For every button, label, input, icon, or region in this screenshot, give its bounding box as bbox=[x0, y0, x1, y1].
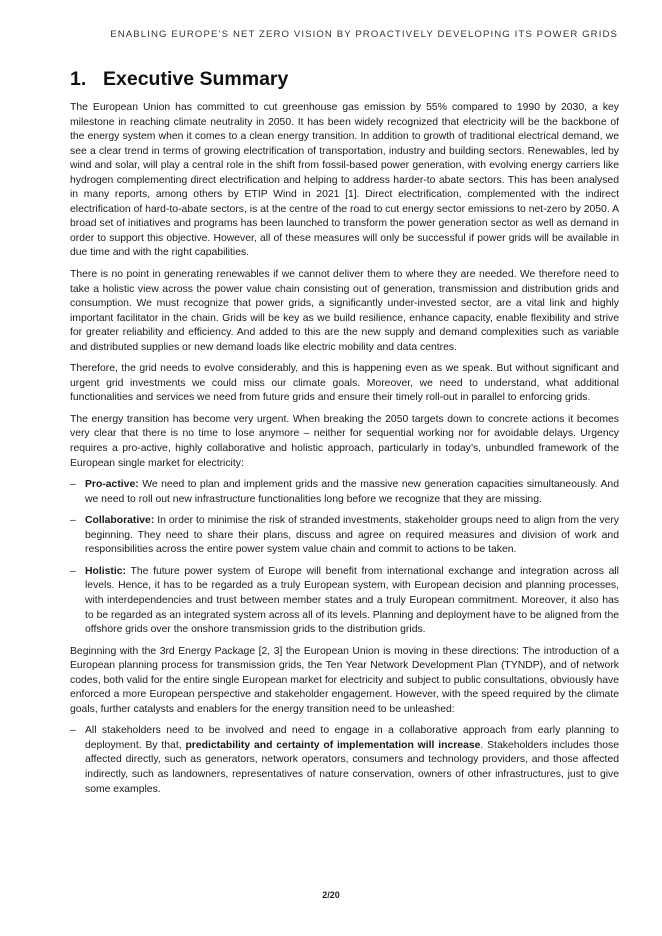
enabler-emphasis: predictability and certainty of implementation will increase bbox=[185, 739, 481, 751]
list-item bbox=[70, 514, 619, 558]
dash-bullet: – bbox=[70, 565, 76, 577]
principle-text: We need to plan and implement grids and the massive new generation capacities simultaneously. And we need to roll out new infrastructure functionalities long before we recognize that they are missing. bbox=[85, 479, 619, 505]
principle-text: The future power system of Europe will benefit from international exchange and integration across all levels. Hence, it has to be regarded as a truly European system, with European decision and planning processes, with interdependencies and trust between member states and a truly European commitment. Moreover, it also has to be regarded as an integrated system across all of its levels. Planning and deployment have to be aligned from the offshore grids over the onshore transmission grids to the distribution grids. bbox=[85, 565, 619, 636]
dash-bullet: – bbox=[70, 515, 76, 527]
paragraph-1: The European Union has committed to cut greenhouse gas emission by 55% compared to 1990 by 2030, a key milestone in reaching climate neutrality in 2050. It has been widely recognized that electricity will be the backbone of the energy system when it comes to a clean energy transition. In addition to growth of traditional electrical demand, we see a clear trend in terms of growing electrification of transportation, industry and building sectors. Renewables, led by wind and solar, will play a central role in the shift from fossil-based power generation, with evolving energy carriers like hydrogen complementing direct electrification and helping to address harder-to abate sectors. This has been analysed in many reports, among others by ETIP Wind in 2021 [1]. Direct electrification, complemented with the indirect electrification of hard-to-abate sectors, is at the centre of the road to cut energy sector emissions to net-zero by 2050. A broad set of initiatives and programs has been launched to transform the power generation sector as well as demand in order to support this objective. However, all of these measures will only be successful if power grids will be available in due time and with the right capabilities. bbox=[70, 102, 619, 259]
running-header: ENABLING EUROPE’S NET ZERO VISION BY PROACTIVELY DEVELOPING ITS POWER GRIDS bbox=[110, 29, 618, 40]
principle-term: Collaborative: bbox=[85, 515, 155, 527]
enablers-list bbox=[70, 724, 619, 797]
principles-list bbox=[70, 478, 619, 637]
paragraph-4: The energy transition has become very urgent. When breaking the 2050 targets down to concrete actions it becomes very clear that there is no time to lose anymore – neither for sequential working nor for avoidable delays. Urgency requires a pro-active, highly collaborative and holistic approach, particularly in today’s, unbundled framework of the European single market for electricity: bbox=[70, 413, 619, 469]
principle-term: Pro-active: bbox=[85, 479, 139, 491]
enabler-text-start: All stakeholders need to be involved and need to engage in a collaborative approach from early planning to deployment. By that, bbox=[85, 725, 619, 751]
principle-term: Holistic: bbox=[85, 565, 126, 577]
list-item bbox=[70, 478, 619, 507]
paragraph-2: There is no point in generating renewables if we cannot deliver them to where they are needed. We therefore need to take a holistic view across the power value chain consisting out of generation, transmission and distribution grids and consumption. We must recognize that power grids, a significantly under-invested sector, are a vital link and highly important facilitator in the chain. Grids will be key as we build resilience, enhance capacity, enable flexibility and strive for greater reliability and efficiency. And added to this are the new supply and demand complexities such as variable and distributed supplies or new demand loads like electric mobility and data centres. bbox=[70, 269, 619, 353]
dash-bullet: – bbox=[70, 725, 76, 737]
page-number: 2/20 bbox=[322, 890, 340, 900]
section-number: 1. bbox=[70, 68, 87, 90]
enabler-text-end: . Stakeholders includes those affected directly, such as generators, network operators, consumers and technology providers, and those affected indirectly, such as landowners, representatives of nature conservation, owners of other infrastructures, just to give some examples. bbox=[85, 739, 619, 795]
list-item bbox=[70, 565, 619, 638]
paragraph-3: Therefore, the grid needs to evolve considerably, and this is happening even as we speak. But without significant and urgent grid investments we could miss our climate goals. Moreover, we need to understand, what additional functionalities and services we need from future grids and ensure their timely roll-out in parallel to enforcing grids. bbox=[70, 363, 619, 404]
section-heading bbox=[70, 66, 619, 92]
section-title: Executive Summary bbox=[103, 68, 289, 90]
principle-text: In order to minimise the risk of stranded investments, stakeholder groups need to align from the very beginning. They need to share their plans, discuss and agree on required measures and division of work and responsibilities across the entire power system value chain and commit to actions to be taken. bbox=[85, 515, 619, 556]
list-item bbox=[70, 724, 619, 797]
page-content bbox=[70, 66, 619, 804]
paragraph-5: Beginning with the 3rd Energy Package [2, 3] the European Union is moving in these directions: The introduction of a European planning process for transmission grids, the Ten Year Network Development Plan (TYNDP), and of network codes, both valid for the entire single European market for electricity and subject to public consultations, obviously have enforced a more European perspective and stakeholder engagement. However, with the speed required by the climate goals, further catalysts and enablers for the energy transition need to be unleashed: bbox=[70, 645, 619, 715]
dash-bullet: – bbox=[70, 479, 76, 491]
